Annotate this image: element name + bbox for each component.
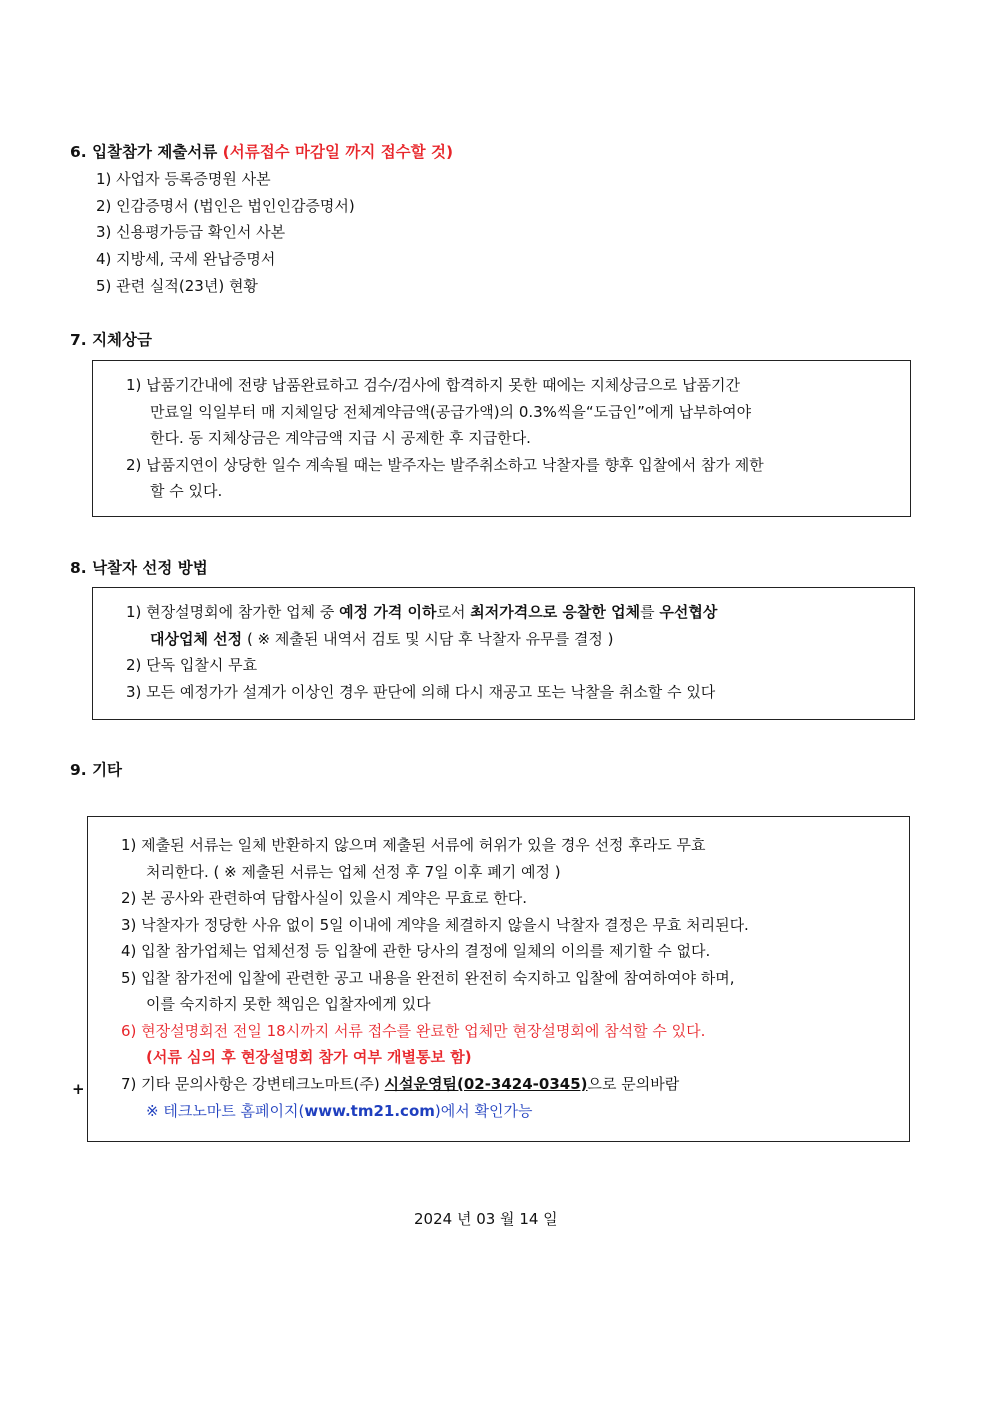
section-7-line: 2) 납품지연이 상당한 일수 계속될 때는 발주자는 발주취소하고 낙찰자를 향후 입찰에서 참가 제한 <box>126 456 764 474</box>
section-8-bold-text: 최저가격으로 응찰한 업체 <box>470 603 641 621</box>
section-6-title: 6. 입찰참가 제출서류 <box>70 143 218 161</box>
section-8-text: 1) 현장설명회에 참가한 업체 중 <box>126 603 340 621</box>
plus-mark: + <box>72 1080 85 1098</box>
section-6-item: 2) 인감증명서 (법인은 법인인감증명서) <box>96 197 355 215</box>
section-8-bold-text: 예정 가격 이하 <box>339 603 437 621</box>
section-7-box <box>92 360 911 517</box>
contact-team-phone: 시설운영팀(02-3424-0345) <box>384 1075 588 1093</box>
section-8-title: 8. 낙찰자 선정 방법 <box>70 559 208 577</box>
section-9-text: 7) 기타 문의사항은 강변테크노마트(주) <box>121 1075 385 1093</box>
section-8-box <box>92 587 915 720</box>
section-9-title: 9. 기타 <box>70 761 123 779</box>
section-9-line: 처리한다. ( ※ 제출된 서류는 업체 선정 후 7일 이후 폐기 예정 ) <box>146 863 561 881</box>
section-9-text: 으로 문의바람 <box>587 1075 680 1093</box>
section-7-title: 7. 지체상금 <box>70 331 152 349</box>
section-9-line: 이를 숙지하지 못한 책임은 입찰자에게 있다 <box>146 995 431 1013</box>
section-9-box <box>87 816 910 1142</box>
section-9-text: ※ 테크노마트 홈페이지( <box>146 1102 305 1120</box>
section-9-red-line: 6) 현장설명회전 전일 18시까지 서류 접수를 완료한 업체만 현장설명회에 참석할 수 있다. <box>121 1022 706 1040</box>
section-8-bold-text: 대상업체 선정 <box>150 630 243 648</box>
section-6-item: 3) 신용평가등급 확인서 사본 <box>96 223 286 241</box>
section-9-text: )에서 확인가능 <box>434 1102 533 1120</box>
section-8-line: 3) 모든 예정가가 설계가 이상인 경우 판단에 의해 다시 재공고 또는 낙찰을 취소할 수 있다 <box>126 683 716 701</box>
section-6-note: (서류접수 마감일 까지 접수할 것) <box>222 143 454 161</box>
section-9-red-note: (서류 심의 후 현장설명회 참가 여부 개별통보 함) <box>146 1048 472 1066</box>
section-8-text: ( ※ 제출된 내역서 검토 및 시담 후 낙찰자 유무를 결정 ) <box>242 630 614 648</box>
section-6-item: 5) 관련 실적(23년) 현황 <box>96 277 258 295</box>
document-date: 2024 년 03 월 14 일 <box>414 1210 558 1228</box>
section-8-text: 를 <box>640 603 660 621</box>
section-6-heading <box>70 140 453 162</box>
section-9-line: 5) 입찰 참가전에 입찰에 관련한 공고 내용을 완전히 완전히 숙지하고 입찰에 참여하여야 하며, <box>121 969 735 987</box>
section-8-line <box>126 602 717 622</box>
section-9-homepage-line <box>146 1101 532 1121</box>
section-9-line: 2) 본 공사와 관련하여 담합사실이 있을시 계약은 무효로 한다. <box>121 889 528 907</box>
section-7-line: 한다. 동 지체상금은 계약금액 지급 시 공제한 후 지급한다. <box>150 429 531 447</box>
section-9-contact-line <box>121 1074 679 1094</box>
section-9-line: 3) 낙찰자가 정당한 사유 없이 5일 이내에 계약을 체결하지 않을시 낙찰자 결정은 무효 처리된다. <box>121 916 749 934</box>
section-7-line: 할 수 있다. <box>150 482 223 500</box>
homepage-link[interactable]: www.tm21.com <box>304 1102 435 1120</box>
section-9-line: 4) 입찰 참가업체는 업체선정 등 입찰에 관한 당사의 결정에 일체의 이의를 제기할 수 없다. <box>121 942 711 960</box>
section-8-bold-text: 우선협상 <box>659 603 718 621</box>
section-8-line <box>150 629 613 649</box>
section-6-item: 1) 사업자 등록증명원 사본 <box>96 170 271 188</box>
section-9-line: 1) 제출된 서류는 일체 반환하지 않으며 제출된 서류에 허위가 있을 경우 선정 후라도 무효 <box>121 836 706 854</box>
section-7-line: 1) 납품기간내에 전량 납품완료하고 검수/검사에 합격하지 못한 때에는 지체상금으로 납품기간 <box>126 376 740 394</box>
section-7-line: 만료일 익일부터 매 지체일당 전체계약금액(공급가액)의 0.3%씩을“도급인”에게 납부하여야 <box>150 403 752 421</box>
section-8-text: 로서 <box>436 603 471 621</box>
section-6-item: 4) 지방세, 국세 완납증명서 <box>96 250 276 268</box>
section-8-line: 2) 단독 입찰시 무효 <box>126 656 258 674</box>
